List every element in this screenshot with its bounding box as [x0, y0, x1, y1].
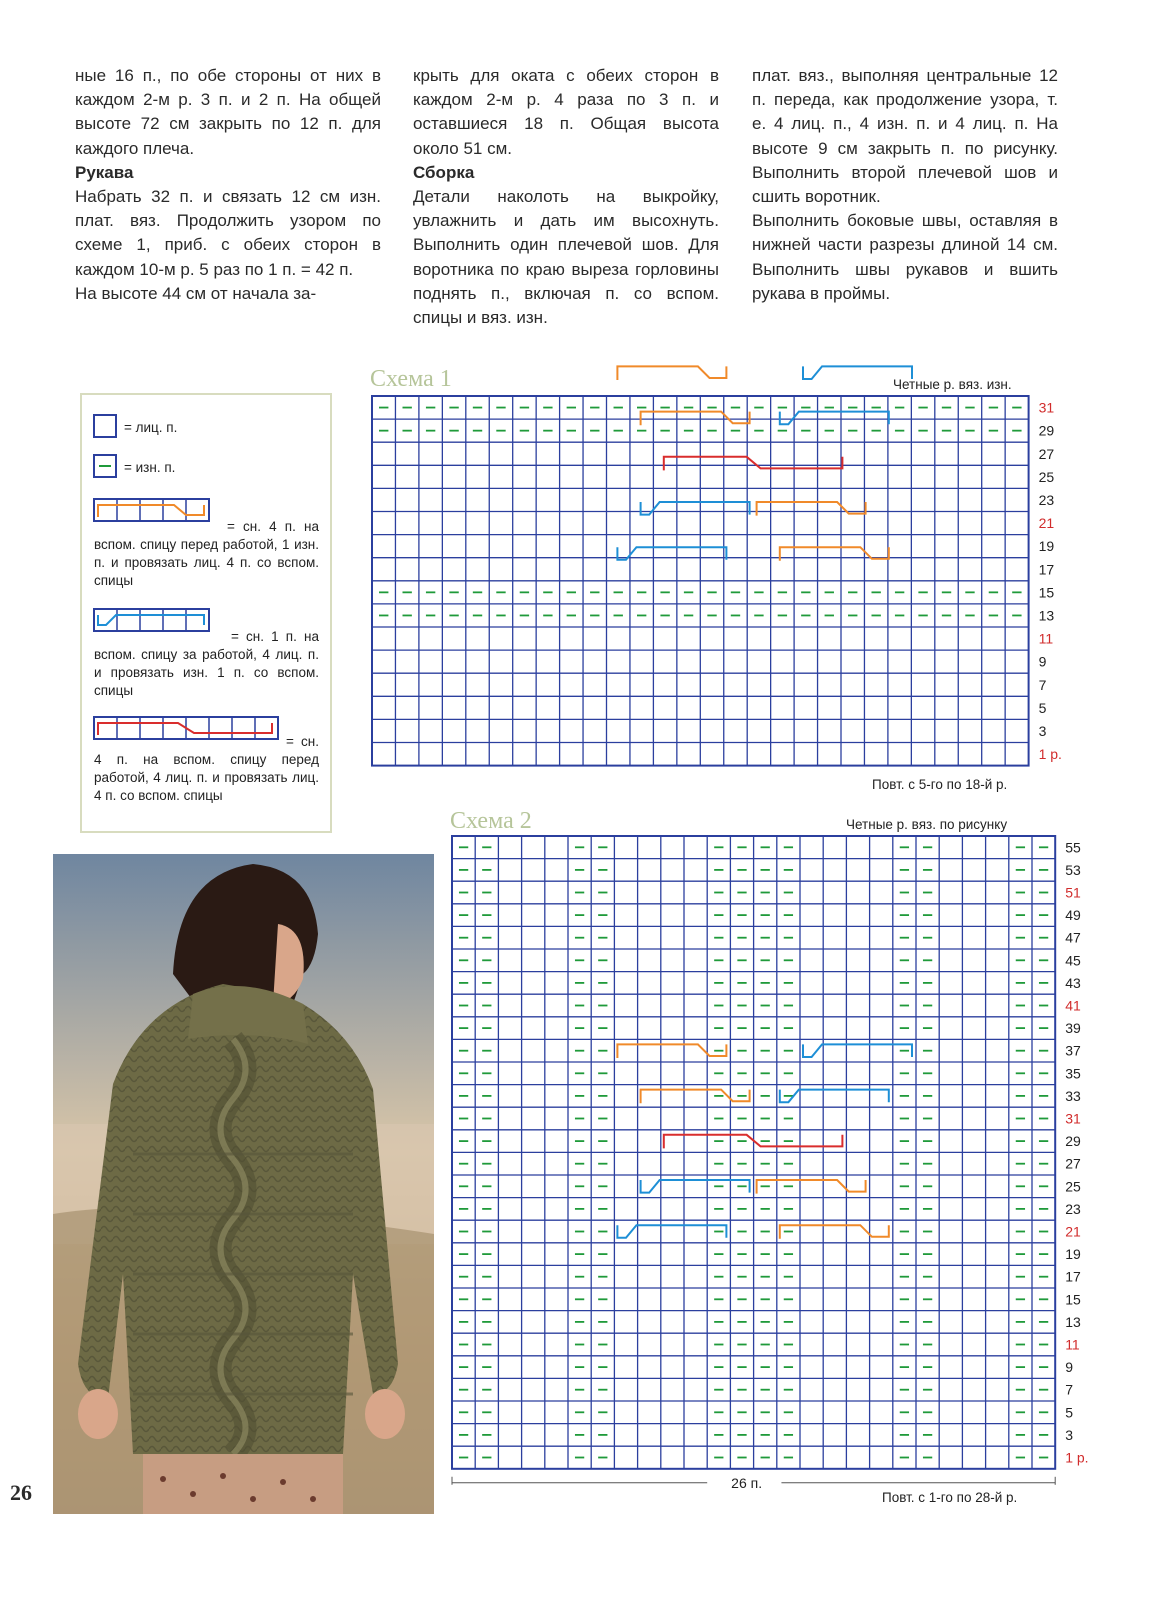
legend-knit-text: = лиц. п. [124, 420, 178, 435]
paragraph: На высоте 44 см от начала за- [75, 283, 317, 303]
section-heading: Рукава [75, 162, 134, 182]
legend-purl-text: = изн. п. [124, 460, 176, 475]
row-label: 13 [1038, 607, 1055, 624]
row-label: 9 [1038, 653, 1047, 670]
row-label: 31 [1038, 399, 1055, 416]
row-label: 11 [1065, 1336, 1080, 1353]
row-label: 27 [1038, 445, 1055, 462]
paragraph: Выполнить боковые швы, оставляя в нижней части разрезы длиной 14 см. Выполнить швы рукавов и вшить рукава в проймы. [752, 211, 1058, 303]
symbol-legend [80, 393, 332, 833]
scheme1-note-top: Четные р. вяз. изн. [893, 377, 1012, 392]
row-label: 21 [1065, 1223, 1081, 1240]
row-label: 5 [1065, 1404, 1073, 1421]
text-column-3 [752, 64, 1058, 306]
row-label: 23 [1038, 491, 1055, 508]
row-label: 9 [1065, 1359, 1073, 1376]
row-label: 7 [1065, 1381, 1073, 1398]
paragraph: Детали наколоть на выкройку, увлажнить и дать им высохнуть. Выполнить один плечевой шов. Для воротника по краю выреза горловины поднять п., включая п. со вспом. спицы и вяз. изн. [413, 187, 719, 328]
row-label: 3 [1065, 1426, 1073, 1443]
section-heading: Сборка [413, 162, 475, 182]
row-label: 43 [1065, 974, 1081, 991]
row-label: 47 [1065, 929, 1081, 946]
row-label: 13 [1065, 1313, 1081, 1330]
scheme1-note-bottom: Повт. с 5-го по 18-й р. [872, 777, 1008, 792]
legend-cable1-text: = сн. 4 п. на вспом. спицу перед работой, 1 изн. п. и провязать лиц. 4 п. со вспом. спицы [94, 519, 319, 588]
row-label: 3 [1038, 722, 1047, 739]
row-label: 5 [1038, 699, 1047, 716]
legend-cable3-text: = сн. 4 п. на вспом. спицу перед работой, 4 лиц. п. и провязать лиц. 4 п. со вспом. спицы [94, 734, 319, 803]
row-label: 51 [1065, 884, 1081, 901]
paragraph: плат. вяз., выполняя центральные 12 п. переда, как продолжение узора, т. е. 4 лиц. п., 4 изн. п. и 4 лиц. п. На высоте 9 см закрыть п. по рисунку. Выполнить второй плечевой шов и сшить воротник. [752, 66, 1058, 207]
row-label: 17 [1065, 1268, 1081, 1285]
row-label: 17 [1038, 561, 1055, 578]
row-label: 15 [1065, 1291, 1081, 1308]
purl-symbol-icon [94, 455, 116, 477]
text-column-1 [75, 64, 381, 306]
row-label: 25 [1038, 468, 1055, 485]
row-label: 23 [1065, 1200, 1081, 1217]
scheme1-title: Схема 1 [370, 366, 452, 392]
row-label: 53 [1065, 861, 1081, 878]
row-label: 25 [1065, 1178, 1081, 1195]
row-label: 39 [1065, 1020, 1081, 1037]
row-label: 1 р. [1038, 746, 1062, 763]
knit-symbol-icon [94, 415, 116, 437]
scheme2-note-top: Четные р. вяз. по рисунку [846, 817, 1008, 832]
legend-cable2-text: = сн. 1 п. на вспом. спицу за работой, 4 лиц. п. и провязать изн. 1 п. со вспом. спицы [94, 629, 319, 698]
row-label: 21 [1038, 515, 1055, 532]
page-number: 26 [10, 1480, 32, 1505]
row-label: 19 [1065, 1246, 1081, 1263]
row-label: 41 [1065, 997, 1081, 1014]
row-label: 19 [1038, 538, 1055, 555]
row-label: 35 [1065, 1065, 1081, 1082]
row-label: 31 [1065, 1110, 1081, 1127]
row-label: 45 [1065, 952, 1081, 969]
row-label: 7 [1038, 676, 1047, 693]
row-label: 29 [1065, 1133, 1081, 1150]
scheme2-title: Схема 2 [450, 808, 532, 834]
row-label: 27 [1065, 1155, 1081, 1172]
text-column-2 [413, 64, 719, 330]
row-label: 29 [1038, 422, 1055, 439]
row-label: 15 [1038, 584, 1055, 601]
width-label: 26 п. [731, 1474, 763, 1491]
paragraph: крыть для оката с обеих сторон в каждом 2-м р. 4 раза по 3 п. и оставшиеся 18 п. Общая высота около 51 см. [413, 66, 719, 158]
paragraph: ные 16 п., по обе стороны от них в каждом 2-м р. 3 п. и 2 п. На общей высоте 72 см закрыть по 12 п. для каждого плеча. [75, 66, 381, 158]
row-label: 37 [1065, 1042, 1081, 1059]
woman-back-cable-sweater-photo [53, 854, 434, 1514]
row-label: 1 р. [1065, 1449, 1089, 1466]
row-label: 11 [1038, 630, 1054, 647]
paragraph: Набрать 32 п. и связать 12 см изн. плат. вяз. Продолжить узором по схеме 1, приб. с обеих сторон в каждом 10-м р. 5 раз по 1 п. = 42 п. [75, 187, 381, 279]
row-label: 55 [1065, 839, 1081, 856]
cable-front-purl-mark [617, 366, 726, 380]
scheme2-note-bottom: Повт. с 1-го по 28-й р. [882, 1490, 1018, 1505]
row-label: 33 [1065, 1087, 1081, 1104]
row-label: 49 [1065, 907, 1081, 924]
